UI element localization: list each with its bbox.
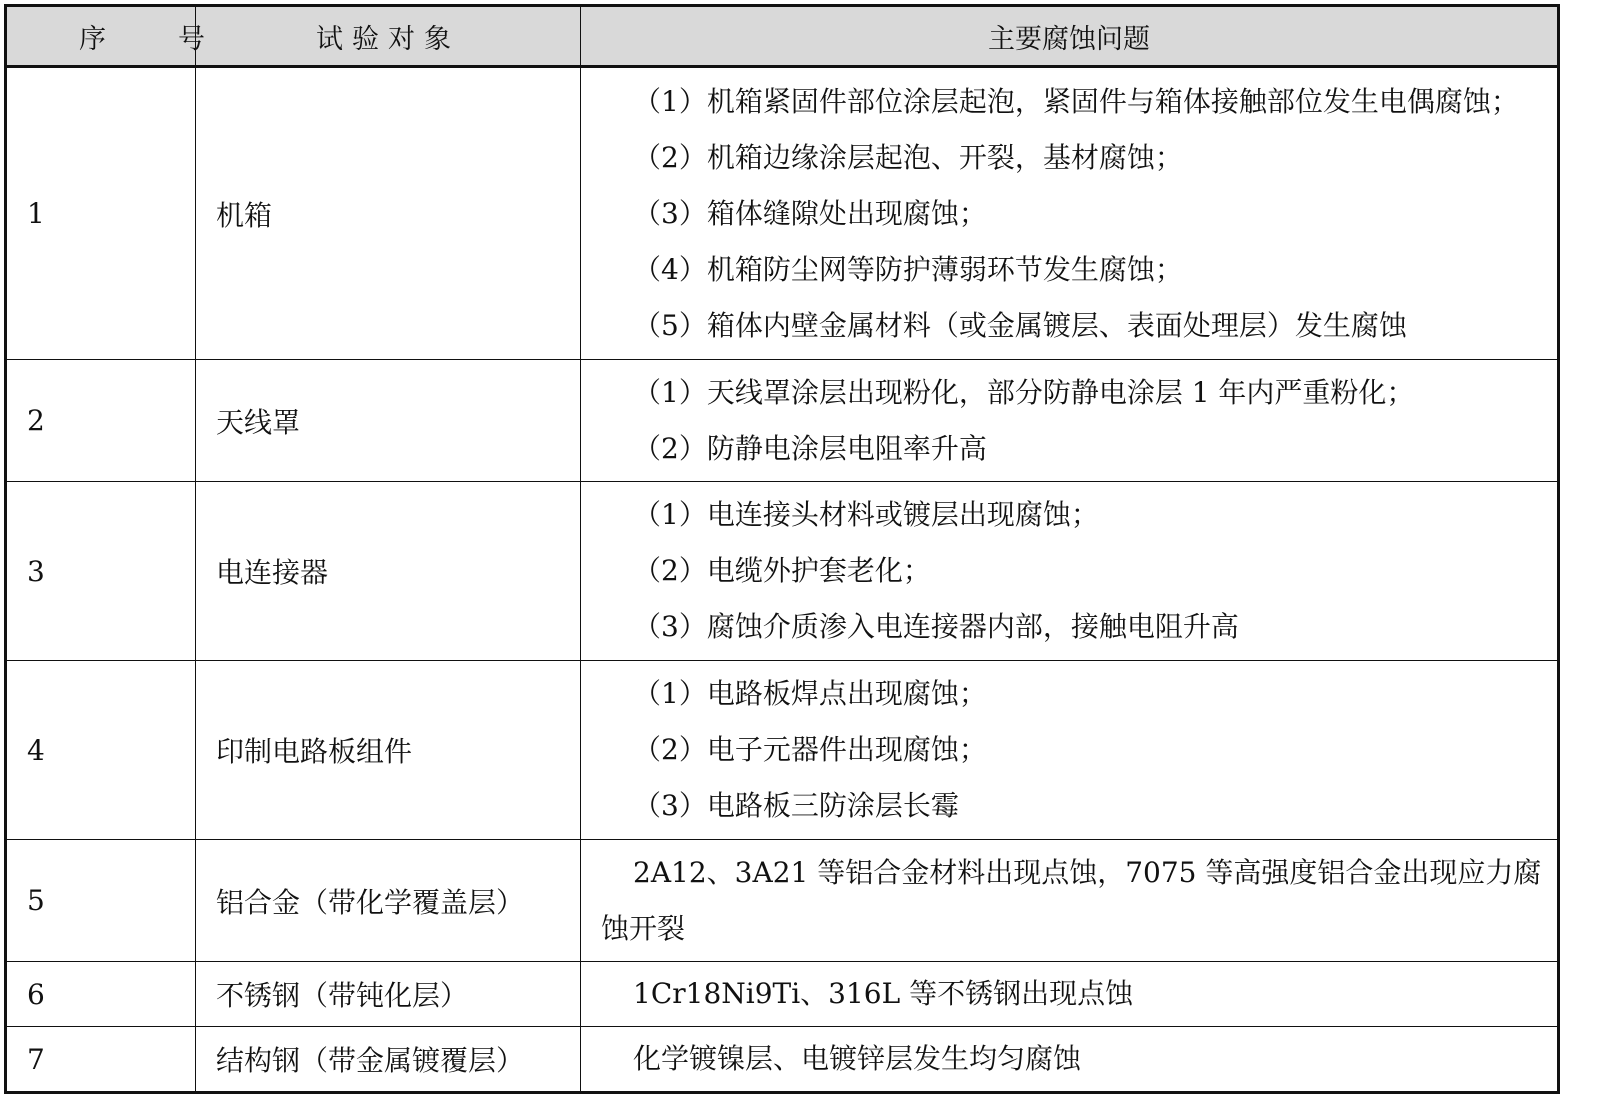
row-number: 7 [6,1027,196,1093]
row-test-object: 天线罩 [196,360,581,482]
table-row [6,67,1559,360]
header-main-corrosion-problem: 主要腐蚀问题 [581,6,1559,67]
problem-item: （2）电子元器件出现腐蚀； [633,733,987,766]
header-test-object: 试验对象 [196,6,581,67]
table-header-row [6,6,1559,67]
row-number: 2 [6,360,196,482]
row-number: 6 [6,962,196,1027]
row-number: 5 [6,840,196,962]
problem-item: （1）天线罩涂层出现粉化，部分防静电涂层 1 年内严重粉化； [633,375,1415,409]
problem-text: 化学镀镍层、电镀锌层发生均匀腐蚀 [633,1042,1082,1075]
row-problems [581,661,1559,840]
problem-item: （2）防静电涂层电阻率升高 [633,431,987,465]
problem-item: （2）电缆外护套老化； [633,554,931,587]
row-test-object: 印制电路板组件 [196,661,581,840]
row-number: 3 [6,482,196,661]
row-number: 1 [6,67,196,360]
row-problems [581,360,1559,482]
row-test-object: 不锈钢（带钝化层） [196,962,581,1027]
table-row [6,840,1559,962]
problem-item: （4）机箱防尘网等防护薄弱环节发生腐蚀； [633,252,1183,286]
problem-item: （3）电路板三防涂层长霉 [633,789,959,822]
table-row [6,482,1559,661]
problem-text: 2A12、3A21 等铝合金材料出现点蚀，7075 等高强度铝合金出现应力腐蚀开裂 [601,855,1542,945]
header-serial-char-2: 号 [178,23,205,55]
header-serial-char-1: 序 [79,23,106,55]
row-test-object: 结构钢（带金属镀覆层） [196,1027,581,1093]
table-row [6,661,1559,840]
table-row [6,962,1559,1027]
header-serial-number [6,6,205,67]
row-test-object: 电连接器 [196,482,581,661]
row-number: 4 [6,661,196,840]
problem-item: （1）电路板焊点出现腐蚀； [633,677,987,710]
row-test-object: 铝合金（带化学覆盖层） [196,840,581,962]
row-problems [581,962,1559,1027]
problem-item: （2）机箱边缘涂层起泡、开裂，基材腐蚀； [633,140,1183,174]
problem-item: （3）腐蚀介质渗入电连接器内部，接触电阻升高 [633,610,1239,643]
table-row [6,360,1559,482]
row-problems [581,67,1559,360]
row-problems [581,482,1559,661]
table-row [6,1027,1559,1093]
row-problems [581,840,1559,962]
row-test-object: 机箱 [196,67,581,360]
problem-item: （1）机箱紧固件部位涂层起泡，紧固件与箱体接触部位发生电偶腐蚀； [633,84,1519,118]
problem-item: （3）箱体缝隙处出现腐蚀； [633,196,987,230]
corrosion-problems-table [4,4,1560,1094]
problem-text: 1Cr18Ni9Ti、316L 等不锈钢出现点蚀 [633,977,1134,1010]
problem-item: （5）箱体内壁金属材料（或金属镀层、表面处理层）发生腐蚀 [633,308,1407,342]
row-problems [581,1027,1559,1093]
problem-item: （1）电连接头材料或镀层出现腐蚀； [633,498,1099,531]
